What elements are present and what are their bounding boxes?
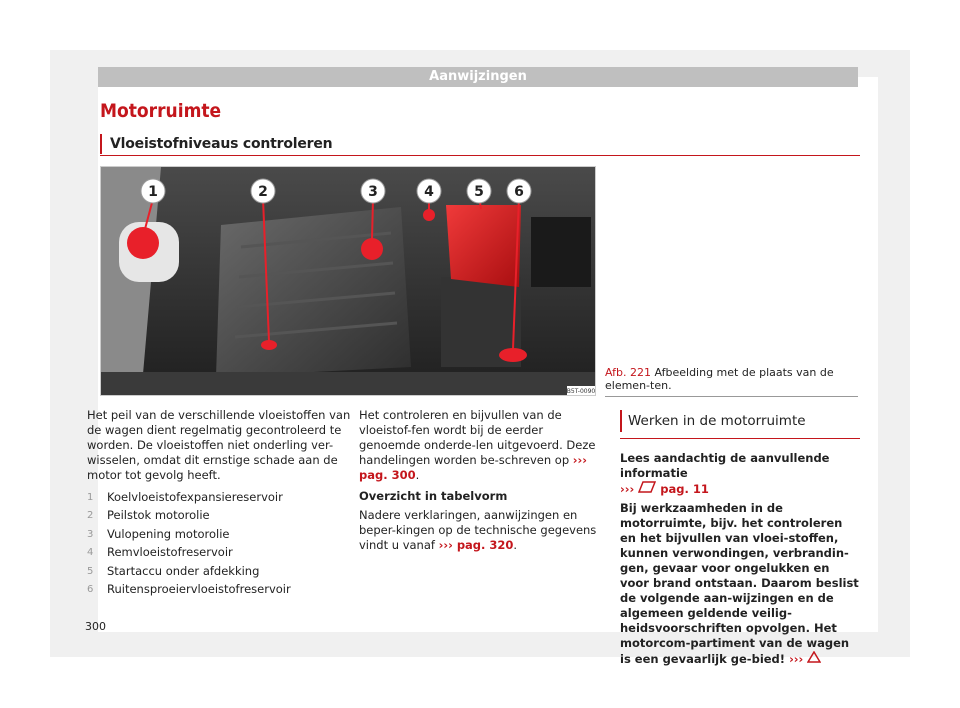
list-item	[87, 525, 352, 544]
warning-link[interactable]: ›››	[789, 652, 804, 666]
list-item-number: 1	[87, 491, 94, 503]
list-item-number: 4	[87, 547, 94, 559]
list-item-number: 6	[87, 584, 94, 596]
callout-3: 3	[368, 184, 378, 200]
section-header: Aanwijzingen	[98, 67, 858, 87]
callout-4: 4	[424, 184, 434, 200]
figure-code: B5T-0090	[566, 388, 596, 395]
intro-paragraph: Het peil van de verschillende vloeistoffen van de wagen dient regelmatig gecontroleerd te worden. De vloeistoffen niet onderling ver-wisselen, omdat dit ernstige schade aan de motor tot gevolg heeft.	[87, 408, 351, 482]
lead-arrows: ›››	[620, 482, 639, 496]
list-item-number: 2	[87, 510, 94, 522]
callout-5: 5	[474, 184, 484, 200]
page-300-link[interactable]: ››› pag. 300	[359, 453, 587, 482]
page-11-link[interactable]: pag. 11	[660, 482, 709, 496]
overview-heading: Overzicht in tabelvorm	[359, 489, 508, 503]
list-item-number: 3	[87, 528, 94, 540]
list-item-label: Ruitensproeiervloeistofreservoir	[107, 582, 291, 597]
warning-box-title: Werken in de motorruimte	[620, 410, 860, 432]
callout-6: 6	[514, 184, 524, 200]
callout-2: 2	[258, 184, 268, 200]
engine-bay-figure	[100, 166, 596, 396]
list-item-label: Remvloeistofreservoir	[107, 545, 233, 560]
column-1	[87, 408, 352, 599]
warning-triangle-icon	[807, 651, 821, 663]
list-item	[87, 488, 352, 507]
page-number: 300	[85, 620, 106, 633]
engine-bay-illustration	[101, 167, 596, 396]
subtitle-divider	[100, 155, 860, 156]
list-item-label: Startaccu onder afdekking	[107, 563, 260, 578]
list-item-label: Koelvloeistofexpansiereservoir	[107, 489, 283, 504]
check-text: Het controleren en bijvullen van de vloeistof-fen wordt bij de eerder genoemde onderde-len uitgevoerd. Deze handelingen worden be-schreven op	[359, 408, 596, 467]
page-subtitle: Vloeistofniveaus controleren	[100, 134, 332, 154]
caption-divider	[605, 396, 858, 397]
list-item	[87, 581, 352, 600]
page-320-link[interactable]: ››› pag. 320	[438, 538, 514, 552]
warning-box-divider	[620, 438, 860, 439]
check-paragraph: Het controleren en bijvullen van de vloeistof-fen wordt bij de eerder genoemde onderde-len uitgevoerd. Deze handelingen worden be-schreven op ››› pag. 300.	[359, 408, 596, 482]
list-item-number: 5	[87, 565, 94, 577]
warning-lead-text: Lees aandachtig de aanvullende informatie	[620, 451, 830, 480]
page-title: Motorruimte	[100, 100, 222, 122]
list-item-label: Peilstok motorolie	[107, 508, 210, 523]
overview-text: Nadere verklaringen, aanwijzingen en beper-kingen op de technische gegevens vindt u vanaf	[359, 508, 597, 552]
overview-paragraph: Nadere verklaringen, aanwijzingen en beper-kingen op de technische gegevens vindt u vanaf ››› pag. 320.	[359, 508, 597, 552]
column-3	[620, 410, 860, 667]
list-item	[87, 562, 352, 581]
warning-text-paragraph	[620, 501, 860, 667]
callout-1: 1	[148, 184, 158, 200]
warning-text: Bij werkzaamheden in de motorruimte, bijv. het controleren en het bijvullen van vloei-stoffen, kunnen verwondingen, verbrandin-gen, gevaar voor ongelukken en voor brand ontstaan. Daarom beslist de volgende aan-wijzingen en de algemeen geldende veilig-heidsvoorschriften opvolgen. Het motorcom-partiment van de wagen is een gevaarlijk ge-bied!	[620, 501, 859, 666]
list-item	[87, 507, 352, 526]
list-item	[87, 544, 352, 563]
info-book-icon	[638, 481, 656, 493]
figure-caption	[605, 366, 855, 392]
warning-lead	[620, 451, 860, 497]
component-list	[87, 488, 352, 599]
caption-label: Afb. 221	[605, 366, 651, 379]
column-2	[359, 408, 604, 553]
page-frame	[50, 50, 910, 666]
caption-text: Afbeelding met de plaats van de elemen-ten.	[605, 366, 834, 392]
list-item-label: Vulopening motorolie	[107, 526, 230, 541]
